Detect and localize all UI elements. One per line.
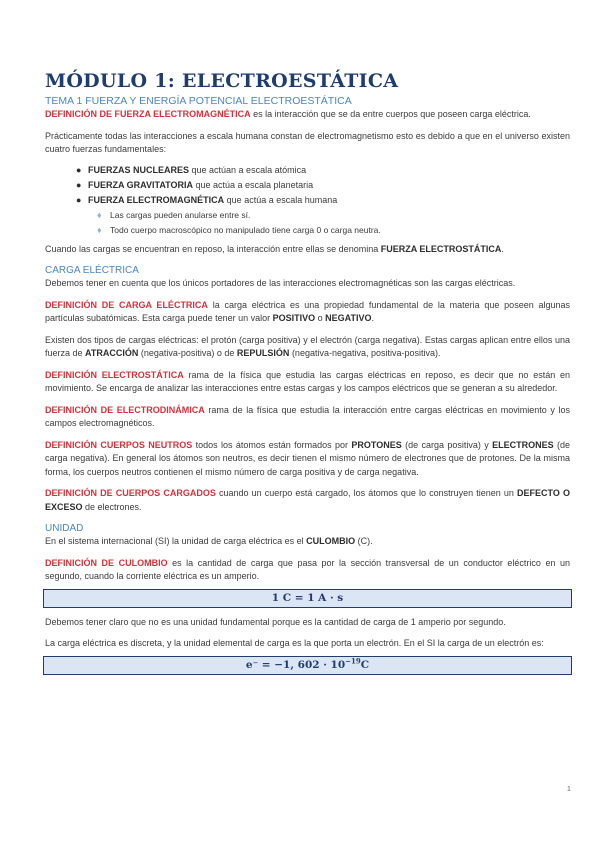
definition-label: DEFINICIÓN DE FUERZA ELECTROMAGNÉTICA	[45, 109, 251, 119]
module-title: MÓDULO 1: ELECTROESTÁTICA	[45, 70, 399, 92]
heading-carga-electrica: CARGA ELÉCTRICA	[45, 265, 139, 276]
definition-charged-bodies: DEFINICIÓN DE CUERPOS CARGADOS cuando un cuerpo está cargado, los átomos que lo construyen tienen un DEFECTO O EXCESO de electrones.	[45, 488, 570, 512]
list-item: ● FUERZAS NUCLEARES que actúan a escala atómica	[88, 163, 570, 178]
definition-charge: DEFINICIÓN DE CARGA ELÉCTRICA la carga eléctrica es una propiedad fundamental de la materia que poseen algunas partículas subatómicas. Esta carga puede tener un valor POSITIVO o NEGATIVO.	[45, 299, 570, 323]
charge-types-paragraph: Existen dos tipos de cargas eléctricas: el protón (carga positiva) y el electrón (carga negativa). Estas cargas aplican entre ellos una fuerza de ATRACCIÓN (negativa-positiva) o de REPULSIÓN (negativa-negativa, positiva-positiva).	[45, 334, 570, 358]
diamond-icon: ♦	[97, 224, 102, 235]
forces-list	[45, 163, 570, 208]
ampere-paragraph: Debemos tener claro que no es una unidad fundamental porque es la cantidad de carga de 1 amperio por segundo.	[45, 616, 506, 627]
list-item: ● FUERZA ELECTROMAGNÉTICA que actúa a escala humana	[88, 193, 570, 208]
list-item: ♦ Todo cuerpo macroscópico no manipulado tiene carga 0 o carga neutra.	[110, 223, 570, 238]
list-item: ♦ Las cargas pueden anularse entre sí.	[110, 208, 570, 223]
definition-electromagnetic-force	[45, 108, 570, 122]
bullet-icon: ●	[76, 179, 82, 190]
bullet-icon: ●	[76, 164, 82, 175]
discrete-charge-paragraph: La carga eléctrica es discreta, y la unidad elemental de carga es la que porta un electrón. En el SI la carga de un electrón es:	[45, 638, 544, 648]
topic-title: TEMA 1 FUERZA Y ENERGÍA POTENCIAL ELECTROESTÁTICA	[45, 95, 352, 107]
portadores-paragraph: Debemos tener en cuenta que los únicos portadores de las interacciones electromagnéticas son las cargas eléctricas.	[45, 278, 516, 288]
page-number: 1	[567, 786, 571, 793]
formula-coulomb: 1 C = 1 A · s	[43, 589, 572, 608]
diamond-icon: ♦	[97, 209, 102, 220]
heading-unidad: UNIDAD	[45, 523, 84, 534]
unit-paragraph: En el sistema internacional (SI) la unidad de carga eléctrica es el CULOMBIO (C).	[45, 536, 373, 546]
intro-paragraph: Prácticamente todas las interacciones a escala humana constan de electromagnetismo esto es debido a que en el universo existen cuatro fuerzas fundamentales:	[45, 130, 570, 154]
rest-paragraph: Cuando las cargas se encuentran en reposo, la interacción entre ellas se denomina FUERZA ELECTROSTÁTICA.	[45, 243, 504, 254]
subpoints-list	[45, 208, 570, 238]
list-item: ● FUERZA GRAVITATORIA que actúa a escala planetaria	[88, 178, 570, 193]
bullet-icon: ●	[76, 194, 82, 205]
formula-electron-charge: e⁻ = −1, $602 \cdot 10^{-19}C$	[43, 656, 572, 675]
definition-coulomb: DEFINICIÓN DE CULOMBIO es la cantidad de carga que pasa por la sección transversal de un conductor eléctrico en un segundo, cuando la corriente eléctrica es un amperio.	[45, 557, 571, 581]
definition-neutral-bodies: DEFINICIÓN CUERPOS NEUTROS todos los átomos están formados por PROTONES (de carga positiva) y ELECTRONES (de carga negativa). En general los átomos son neutros, es decir tienen el mismo número de electrones que de protones. De la misma forma, los cuerpos neutros contienen el mismo número de carga positiva y de carga negativa.	[45, 439, 570, 477]
definition-text: es la interacción que se da entre cuerpos que poseen carga eléctrica.	[250, 109, 531, 119]
definition-electrostatics: DEFINICIÓN ELECTROSTÁTICA rama de la física que estudia las cargas eléctricas en reposo, es decir que no están en movimiento. Se encarga de analizar las interacciones entre estas cargas y los campos eléctricos que se generan a su alrededor.	[45, 369, 570, 393]
definition-electrodynamics: DEFINICIÓN DE ELECTRODINÁMICA rama de la física que estudia la interacción entre cargas eléctricas en movimiento y los campos electromagnéticos.	[45, 404, 571, 428]
document-content	[45, 68, 570, 683]
